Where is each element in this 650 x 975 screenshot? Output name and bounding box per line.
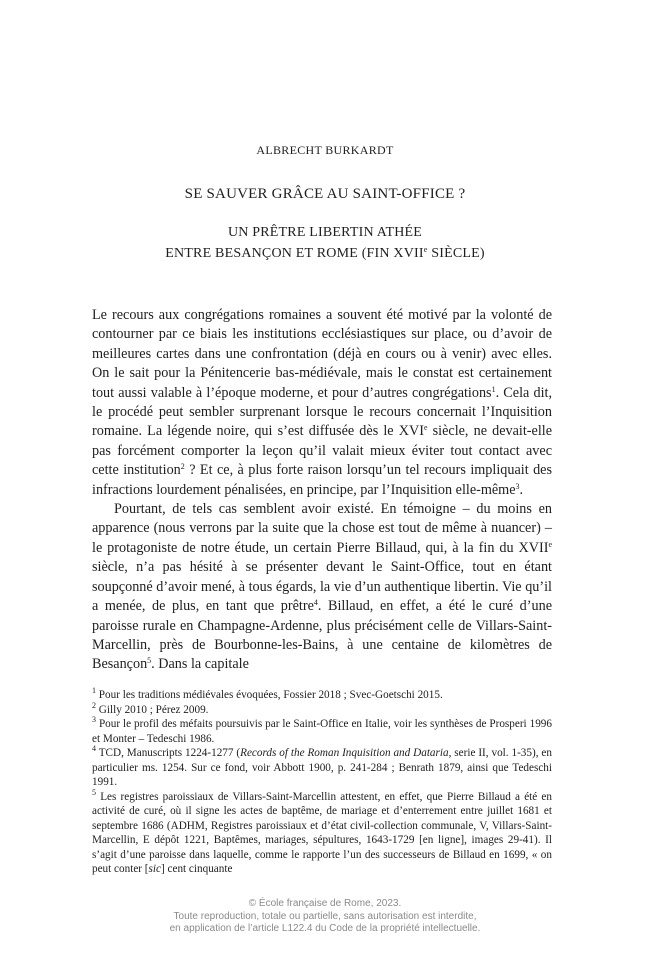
text-run: Pourtant, de tels cas semblent avoir existé. En témoigne – du moins en apparence (nous verrons par la suite que la chose est tout de même à nuancer) – le protagoniste de notre étude, un certain Pierre Billaud, qui, à la fin du XVII (92, 501, 552, 556)
footnote-ref-2: 2 (180, 462, 185, 472)
footnote-text: Pour les traditions médiévales évoquées, Fossier 2018 ; Svec-Goetschi 2015. (96, 689, 443, 701)
text-run: siècle, ne devait-elle pas forcément comporter la leçon qu’il valait mieux éviter tout contact avec cette institution (92, 423, 552, 479)
footnote-italic-sic: sic (148, 863, 161, 875)
text-run: . (519, 481, 524, 498)
subtitle-line-2 (0, 243, 650, 264)
text-run: . Cela dit, le procédé peut sembler surprenant lorsque le recours concernait l’Inquisition romaine. La légende noire, qui s’est diffusée dès le XVI (92, 384, 553, 440)
footnote-ref-5: 5 (147, 656, 152, 666)
footnote-ref-1: 1 (491, 384, 496, 394)
article-title: SE SAUVER GRÂCE AU SAINT-OFFICE ? (184, 186, 466, 202)
footnote-text: Les registres paroissiaux de Villars-Saint-Marcellin attestent, en effet, que Pierre Billaud a été en activité de curé, où il signe les actes de baptême, de mariage et d’enterrement entre juillet 1681 et septembre 1686 (ADHM, Registres paroissiaux et d’état civil-collection communale, V, Villars-Saint-Marcellin, E dépôt 1221, Baptêmes, mariages, sépultures, 1643-1729 [en ligne], images 29-41). Il s’agit d’une paroisse dans laquelle, comme le rapporte l’un des successeurs de Billaud en 1699, « on peut conter [ (92, 790, 552, 875)
body-text (92, 306, 552, 675)
copyright-notice (0, 898, 650, 936)
footnote-text: , serie II, vol. 1-35), en particulier ms. 1254. Sur ce fond, voir Abbott 1900, p. 241-284 ; Benrath 1879, ainsi que Tedeschi 1991. (92, 747, 552, 788)
footnotes (92, 688, 552, 877)
article-subtitle (0, 222, 650, 264)
footnote-ref-3: 3 (515, 481, 520, 491)
copyright-line-2: Toute reproduction, totale ou partielle, sans autorisation est interdite, (173, 910, 477, 922)
text-run: Le recours aux congrégations romaines a souvent été motivé par la volonté de contourner par ce biais les institutions ecclésiastiques sur place, ou d’avoir de meilleures cartes dans une confrontation (déjà en cours ou à venir) avec elles. On le sait pour la Pénitencerie bas-médiévale, mais le constat est certainement tout aussi valable à l’époque moderne, et pour d’autres congrégations (92, 307, 552, 401)
century-superscript: e (423, 423, 428, 433)
subtitle-text-b: SIÈCLE) (427, 246, 485, 261)
text-run: siècle, n’a pas hésité à se présenter devant le Saint-Office, tout en étant soupçonné d’avoir mené, à tous égards, la vie d’un authentique libertin. Vie qu’il a menée, de plus, en tant que prêtre (92, 559, 552, 615)
footnote-number: 3 (92, 715, 96, 724)
footnote-number: 4 (92, 744, 96, 753)
footnote-5 (92, 787, 552, 877)
text-run: ? Et ce, à plus forte raison lorsqu’un tel recours impliquait des infractions lourdement pénalisées, en principe, par l’Inquisition elle-même (92, 462, 552, 498)
footnote-number: 1 (92, 686, 96, 695)
footnote-number: 5 (92, 787, 96, 797)
footnote-text: Pour le profil des méfaits poursuivis par le Saint-Office en Italie, voir les synthèses de Prosperi 1996 et Monter – Tedeschi 1986. (92, 718, 552, 745)
footnote-italic-title: Records of the Roman Inquisition and Dataria (240, 747, 449, 759)
footnote-text: TCD, Manuscripts 1224-1277 ( (96, 747, 241, 759)
subtitle-line-1: UN PRÊTRE LIBERTIN ATHÉE (227, 225, 423, 240)
text-run: . Billaud, en effet, a été le curé d’une paroisse rurale en Champagne-Ardenne, plus précisément celle de Villars-Saint-Marcellin, près de Bourbonne-les-Bains, à une centaine de kilomètres de Besançon (92, 598, 552, 673)
subtitle-text-a: ENTRE BESANÇON ET ROME (FIN XVII (165, 246, 424, 261)
footnote-3 (92, 717, 552, 746)
century-superscript: e (423, 245, 428, 254)
text-run: . Dans la capitale (151, 656, 249, 673)
footnote-number: 2 (92, 700, 96, 710)
copyright-line-3: en application de l’article L122.4 du Code de la propriété intellectuelle. (169, 923, 481, 934)
copyright-line-1: © École française de Rome, 2023. (248, 898, 402, 909)
footnote-1 (92, 688, 552, 703)
paragraph-2 (92, 500, 552, 675)
footnote-4 (92, 746, 552, 790)
century-superscript: e (548, 539, 552, 549)
footnote-text: Gilly 2010 ; Pérez 2009. (96, 703, 209, 716)
paragraph-1 (92, 306, 552, 500)
footnote-2 (92, 700, 552, 718)
author-name: ALBRECHT BURKARDT (256, 143, 394, 157)
footnote-text: ] cent cinquante (160, 863, 233, 875)
footnote-ref-4: 4 (313, 598, 318, 608)
